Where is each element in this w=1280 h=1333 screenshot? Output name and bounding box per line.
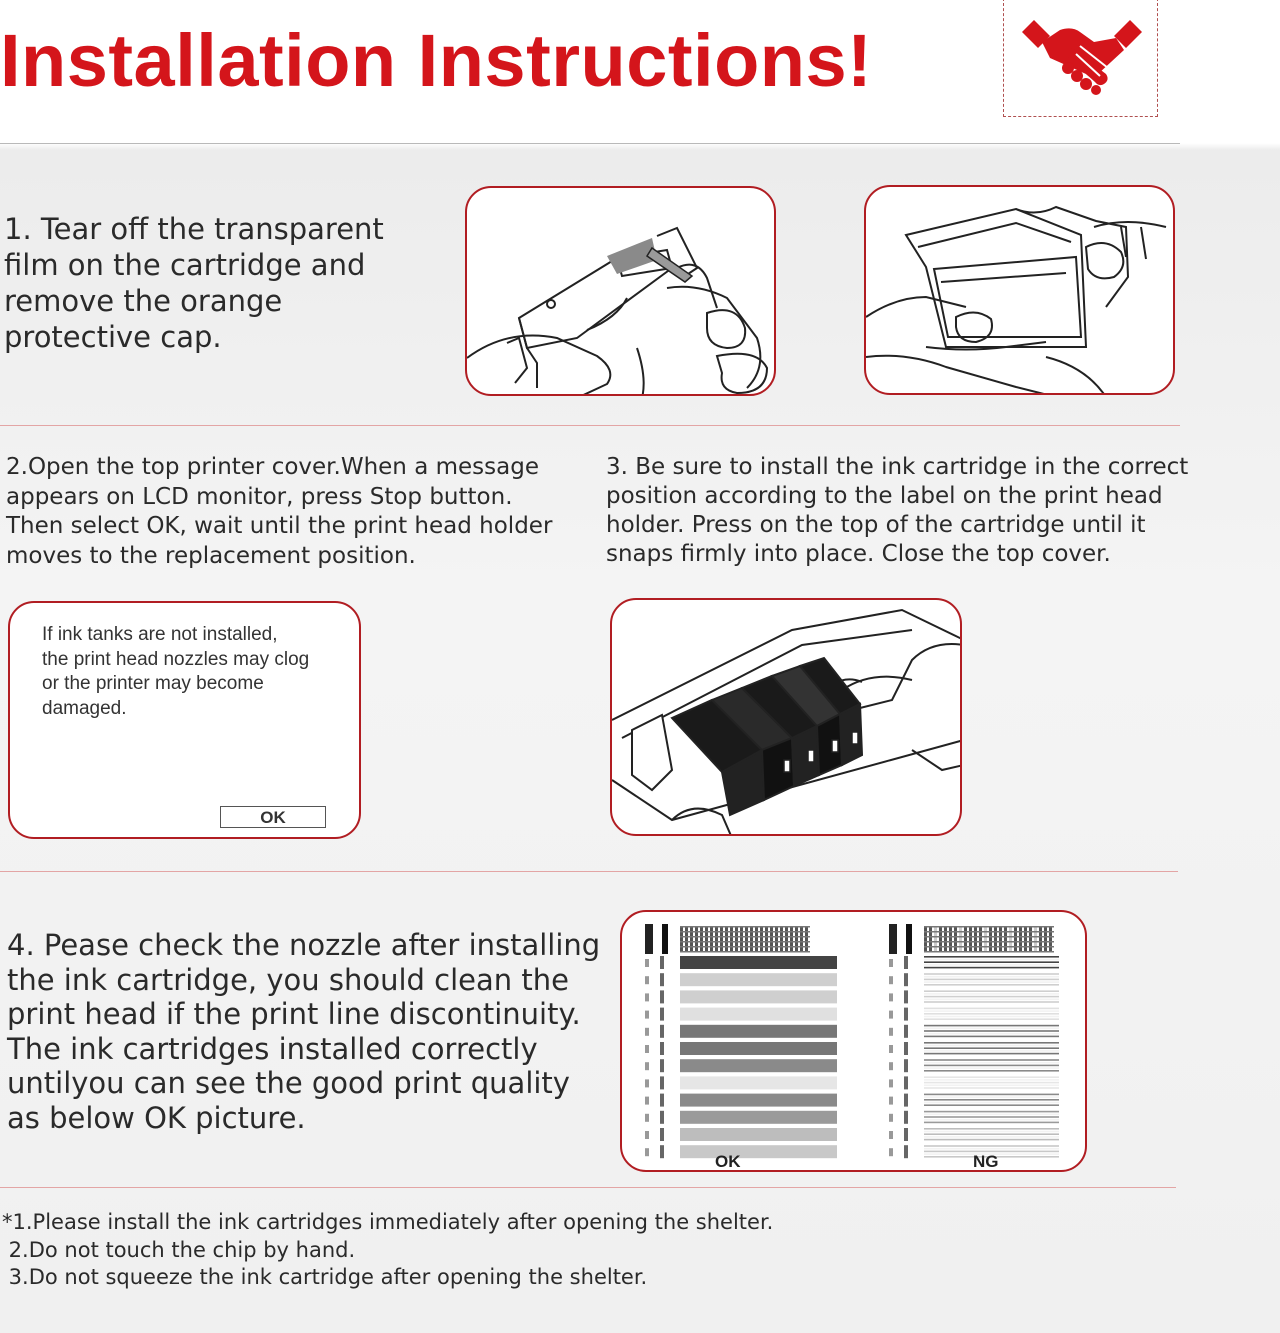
nozzle-row — [889, 1111, 1059, 1124]
nozzle-row — [889, 973, 1059, 986]
step-1-illustration-film — [465, 186, 776, 396]
ng-grid-pattern — [924, 926, 1054, 953]
nozzle-row — [889, 1059, 1059, 1072]
nozzle-row — [645, 1145, 837, 1158]
nozzle-row — [889, 1042, 1059, 1055]
nozzle-ng-label: NG — [973, 1152, 999, 1171]
section-divider-3 — [0, 1187, 1176, 1188]
notes-list — [2, 1209, 773, 1292]
step-2-text: 2.Open the top printer cover.When a message appears on LCD monitor, press Stop button. Then select OK, wait until the print head holder moves to the replacement position. — [6, 454, 553, 569]
nozzle-row — [645, 1008, 837, 1021]
nozzle-row — [645, 1076, 837, 1089]
nozzle-row — [645, 1111, 837, 1124]
nozzle-row — [645, 1025, 837, 1038]
pgbk-marker — [645, 924, 653, 954]
nozzle-row — [889, 1094, 1059, 1107]
note-item: 2.Do not touch the chip by hand. — [2, 1237, 356, 1262]
pgbk-marker — [889, 924, 897, 954]
step-4-text: 4. Pease check the nozzle after installing the ink cartridge, you should clean the print head if the print line discontinuity. The ink cartridges installed correctly untilyou can see the good print quality as below OK picture. — [7, 928, 601, 1135]
step-3-text: 3. Be sure to install the ink cartridge in the correct position according to the label on the print head holder. Press on the top of the cartridge until it snaps firmly into place. Close the top cover. — [606, 454, 1189, 567]
section-divider-2 — [0, 871, 1178, 872]
step-1-text: 1. Tear off the transparent film on the cartridge and remove the orange protective cap. — [4, 212, 384, 354]
remove-cap-illustration — [866, 187, 1175, 395]
step-3-illustration — [610, 598, 962, 836]
nozzle-row — [645, 1059, 837, 1072]
install-cartridge-illustration — [612, 600, 962, 836]
nozzle-row — [889, 1128, 1059, 1141]
nozzle-ok-label: OK — [715, 1152, 741, 1171]
handshake-icon — [1020, 18, 1144, 98]
nozzle-row — [645, 1128, 837, 1141]
nozzle-row — [645, 956, 837, 969]
nozzle-pattern — [622, 912, 1087, 1172]
brand-logo — [1003, 0, 1158, 117]
ok-grid-pattern — [680, 926, 810, 953]
nozzle-row — [889, 956, 1059, 969]
page-title: Installation Instructions! — [0, 19, 873, 102]
dialog-message: If ink tanks are not installed, the print head nozzles may clog or the printer may become damaged. — [42, 624, 310, 719]
nozzle-row — [645, 1094, 837, 1107]
nozzle-row — [889, 1076, 1059, 1089]
ok-button[interactable]: OK — [220, 806, 326, 828]
nozzle-row — [645, 990, 837, 1003]
nozzle-row — [645, 973, 837, 986]
lcd-message-dialog — [8, 601, 361, 839]
nozzle-row — [889, 1025, 1059, 1038]
section-divider-1 — [0, 425, 1180, 426]
nozzle-row — [645, 1042, 837, 1055]
note-item: *1.Please install the ink cartridges immediately after opening the shelter. — [2, 1210, 774, 1234]
note-item: 3.Do not squeeze the ink cartridge after opening the shelter. — [2, 1265, 648, 1289]
nozzle-check-panel — [620, 910, 1087, 1172]
step-1-illustration-cap — [864, 185, 1175, 395]
nozzle-row — [889, 1008, 1059, 1021]
tear-film-illustration — [467, 188, 776, 396]
header-divider — [0, 143, 1180, 144]
nozzle-row — [889, 990, 1059, 1003]
